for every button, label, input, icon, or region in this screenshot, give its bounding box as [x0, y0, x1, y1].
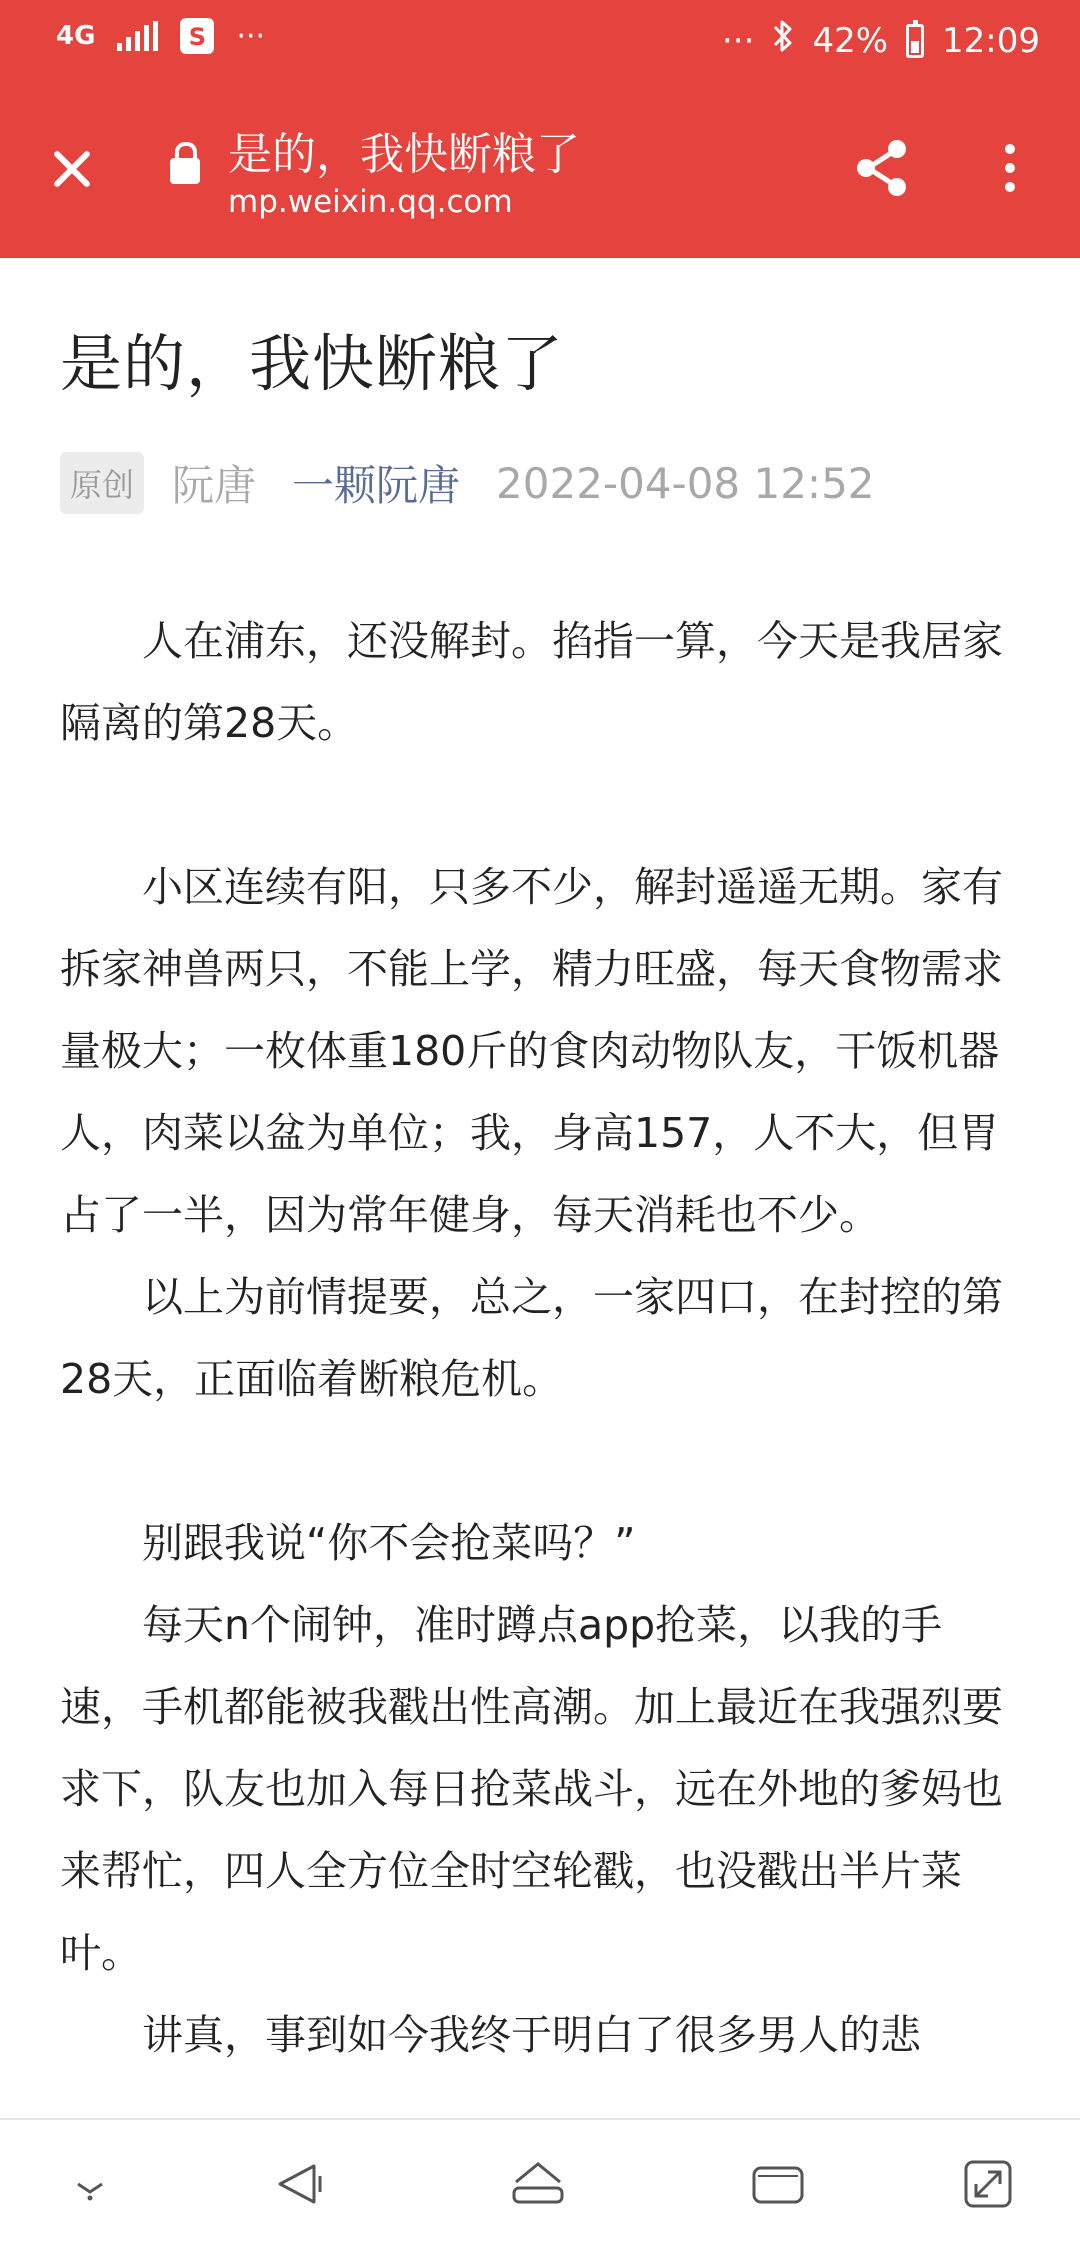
paragraph: 以上为前情提要，总之，一家四口，在封控的第28天，正面临着断粮危机。 — [60, 1273, 1003, 1403]
bluetooth-icon — [772, 18, 794, 63]
article-title: 是的，我快断粮了 — [60, 327, 565, 400]
more-options-icon[interactable] — [990, 136, 1030, 200]
article-meta — [60, 451, 1020, 515]
paragraph: 每天n个闹钟，准时蹲点app抢菜，以我的手速，手机都能被我戳出性高潮。加上最近在我强烈要求下，队友也加入每日抢菜战斗，远在外地的爹妈也来帮忙，四人全方位全时空轮戳，也没戳出半片菜叶。 — [60, 1601, 1003, 1977]
share-icon[interactable] — [850, 136, 914, 200]
author-name: 阮唐 — [172, 461, 257, 510]
publish-date: 2022-04-08 12:52 — [496, 458, 875, 508]
status-bar — [0, 0, 1080, 92]
signal-strength-icon — [117, 21, 158, 51]
original-badge: 原创 — [60, 452, 144, 514]
battery-icon — [906, 24, 924, 58]
back-icon[interactable] — [270, 2154, 330, 2214]
lock-icon — [170, 158, 200, 184]
expand-screen-icon[interactable] — [958, 2154, 1018, 2214]
account-name-link[interactable]: 一颗阮唐 — [292, 461, 461, 510]
app-header — [0, 0, 1080, 258]
paragraph: 讲真，事到如今我终于明白了很多男人的悲 — [142, 2011, 921, 2059]
article-body — [60, 600, 1020, 2076]
paragraph: 别跟我说“你不会抢菜吗？” — [142, 1519, 636, 1567]
system-navigation-bar — [0, 2118, 1080, 2248]
more-status-icon: ··· — [722, 20, 755, 61]
toolbar-url[interactable]: mp.weixin.qq.com — [228, 184, 513, 220]
article-header — [60, 258, 1020, 515]
battery-percent: 42% — [812, 20, 889, 61]
paragraph: 小区连续有阳，只多不少，解封遥遥无期。家有拆家神兽两只，不能上学，精力旺盛，每天食物需求量极大；一枚体重180斤的食肉动物队友，干饭机器人，肉菜以盆为单位；我，身高157，人不大，但胃占了一半，因为常年健身，每天消耗也不少。 — [60, 863, 1003, 1239]
home-icon[interactable] — [508, 2154, 568, 2214]
browser-toolbar — [0, 92, 1080, 258]
network-4g-icon: 4G — [56, 21, 96, 51]
close-icon[interactable] — [40, 136, 104, 200]
shopee-app-icon: S — [180, 18, 214, 54]
paragraph: 人在浦东，还没解封。掐指一算，今天是我居家隔离的第28天。 — [60, 617, 1003, 747]
clock: 12:09 — [942, 20, 1040, 61]
toolbar-title: 是的，我快断粮了 — [228, 129, 580, 180]
collapse-nav-icon[interactable] — [60, 2154, 120, 2214]
more-notifications-icon: ··· — [236, 18, 266, 54]
recent-apps-icon[interactable] — [748, 2154, 808, 2214]
